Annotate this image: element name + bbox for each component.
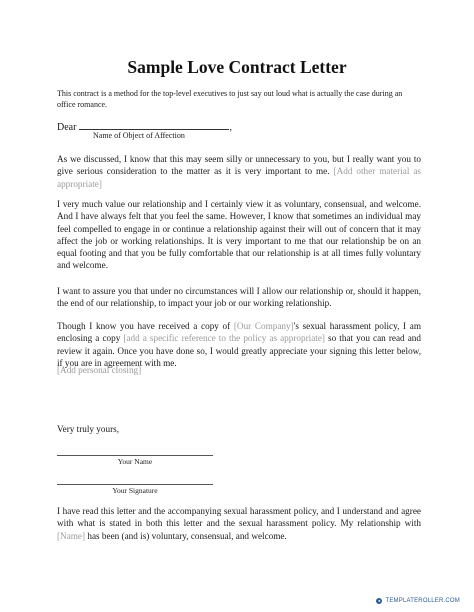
paragraph-4: [57, 320, 421, 369]
paragraph-1-text: As we discussed, I know that this may seem silly or unnecessary to you, but I really want you to give serious consideration to the matter as it is very important to me.: [57, 154, 421, 177]
paragraph-1: [57, 153, 421, 190]
intro-note: This contract is a method for the top-level executives to just say out loud what is actually the case during an office romance.: [57, 89, 403, 109]
paragraph-4-text-b: 's sexual harassment policy, I am enclosing a copy: [57, 321, 421, 344]
salutation-label: Dear: [57, 122, 77, 133]
footer-brand-text: TEMPLATEROLLER.COM: [385, 598, 460, 604]
paragraph-3: I want to assure you that under no circumstances will I allow our relationship or, should it happen, the end of our relationship, to impact your job or our working relationship.: [57, 286, 421, 309]
acknowledgement-text-a: I have read this letter and the accompanying sexual harassment policy, and I understand and agree with what is stated in both this letter and the sexual harassment policy. My relationship with: [57, 506, 421, 529]
your-signature-line[interactable]: [57, 484, 213, 485]
acknowledgement-text-b: has been (and is) voluntary, consensual, and welcome.: [85, 530, 287, 541]
paragraph-2: I very much value our relationship and I certainly view it as voluntary, consensual, and welcome. And I have always felt that you feel the same. However, I know that sometimes an individual may feel compelled to engage in or continue a relationship against their will out of concern that it may affect the job or working relationships. It is very important to me that our relationship be on an equal footing and that you be fully comfortable that our relationship is at all times fully voluntary and welcome.: [57, 199, 421, 271]
placeholder-policy-reference[interactable]: [add a specific reference to the policy as appropriate]: [123, 333, 325, 344]
placeholder-personal-closing[interactable]: [Add personal closing]: [57, 365, 142, 375]
recipient-name-blank[interactable]: [79, 119, 229, 130]
footer-brand[interactable]: [376, 598, 460, 604]
recipient-name-caption: Name of Object of Affection: [93, 131, 185, 140]
personal-closing: [57, 364, 421, 376]
your-signature-caption: Your Signature: [112, 486, 158, 495]
your-name-caption: Your Name: [117, 457, 153, 466]
closing-phrase: Very truly yours,: [57, 424, 120, 434]
placeholder-name[interactable]: [Name]: [57, 530, 86, 541]
placeholder-company[interactable]: [Our Company]: [233, 321, 294, 331]
your-name-line[interactable]: [57, 455, 213, 456]
salutation: Dear ,: [57, 119, 232, 133]
templateroller-logo-icon: ●: [378, 598, 381, 603]
acknowledgement-paragraph: [57, 505, 421, 542]
paragraph-4-text-a: Though I know you have received a copy of: [57, 321, 234, 331]
paragraph-4-text-c: so that you can read and review it again. Once you have done so, I would greatly appreciate your signing this letter below, if you are in agreement with me.: [57, 333, 421, 368]
placeholder-add-other-material[interactable]: [Add other material as appropriate]: [57, 166, 422, 189]
page-title: Sample Love Contract Letter: [127, 57, 347, 77]
